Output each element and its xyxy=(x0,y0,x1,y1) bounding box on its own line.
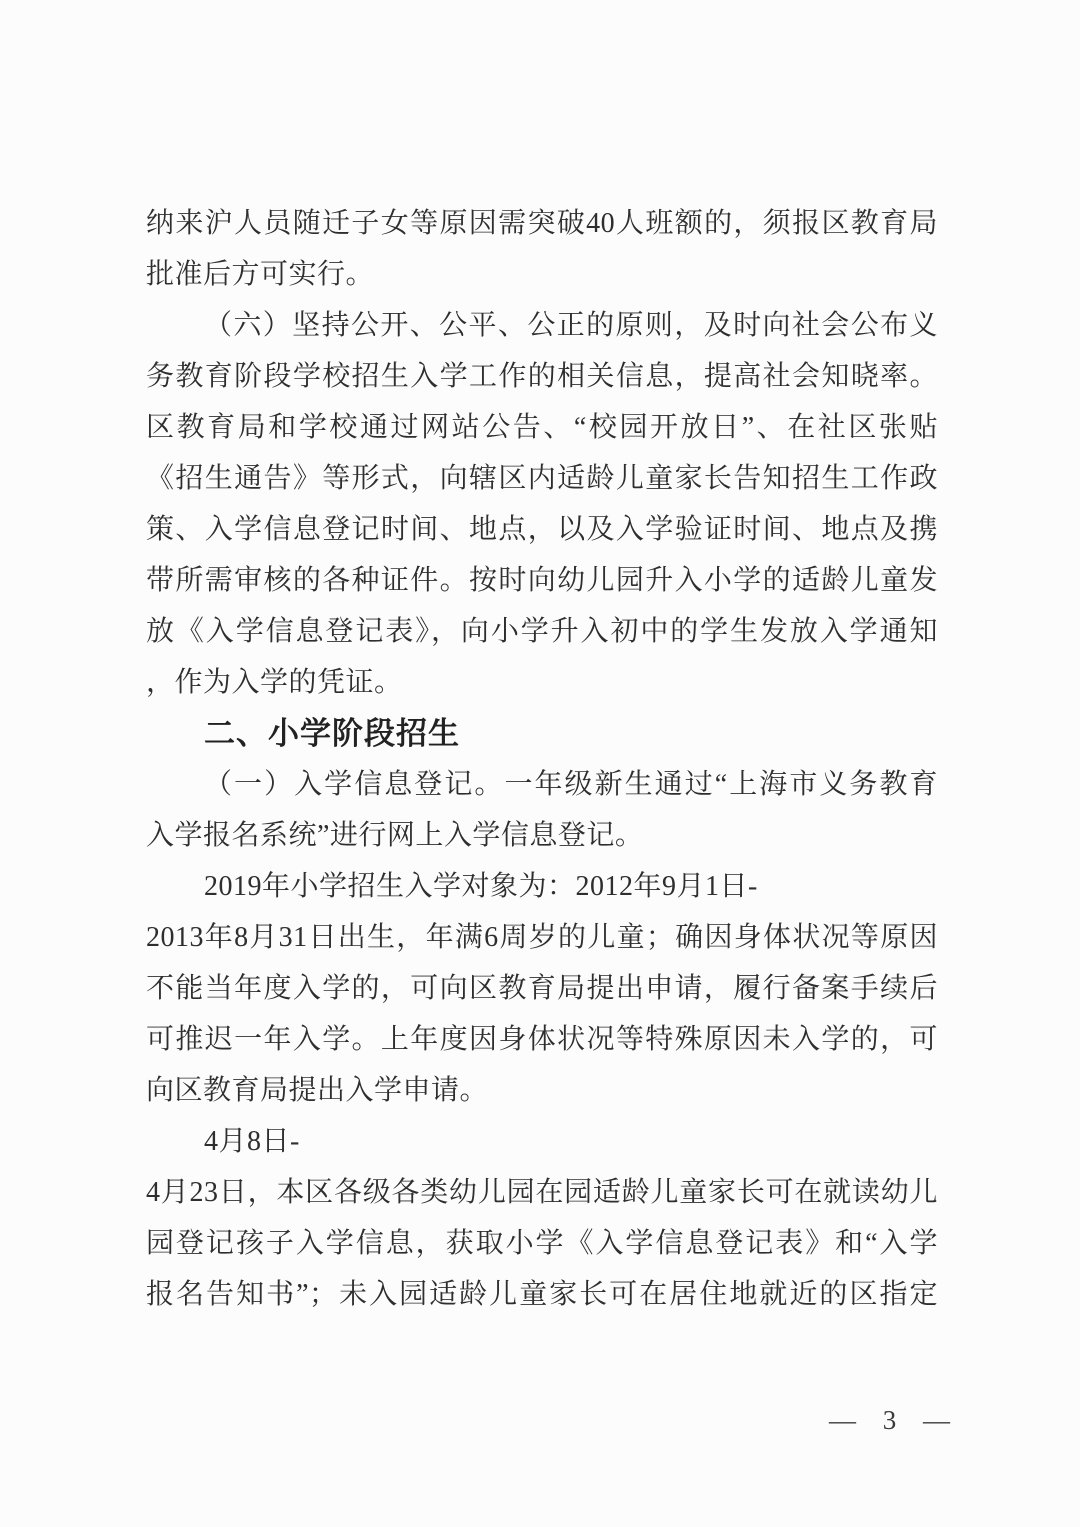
paragraph-line: 园登记孩子入学信息，获取小学《入学信息登记表》和“入学 xyxy=(146,1228,938,1259)
paragraph-line: ，作为入学的凭证。 xyxy=(146,667,403,698)
paragraph-line: 可推迟一年入学。上年度因身体状况等特殊原因未入学的，可 xyxy=(146,1024,938,1055)
document-body xyxy=(146,198,938,1320)
paragraph-line: 4月23日，本区各级各类幼儿园在园适龄儿童家长可在就读幼儿 xyxy=(146,1177,938,1208)
paragraph-line: 《招生通告》等形式，向辖区内适龄儿童家长告知招生工作政 xyxy=(146,463,938,494)
paragraph-line-clause-one: （一）入学信息登记。一年级新生通过“上海市义务教育 xyxy=(204,769,938,800)
paragraph-line: 入学报名系统”进行网上入学信息登记。 xyxy=(146,820,644,851)
paragraph-line: 批准后方可实行。 xyxy=(146,259,375,290)
paragraph-line: 带所需审核的各种证件。按时向幼儿园升入小学的适龄儿童发 xyxy=(146,565,938,596)
section-heading-primary-school-enrollment: 二、小学阶段招生 xyxy=(204,716,460,751)
paragraph-line: 策、入学信息登记时间、地点，以及入学验证时间、地点及携 xyxy=(146,514,938,545)
paragraph-line: 区教育局和学校通过网站公告、“校园开放日”、在社区张贴 xyxy=(146,412,938,443)
paragraph-line: 务教育阶段学校招生入学工作的相关信息，提高社会知晓率。 xyxy=(146,361,938,392)
paragraph-line: 2013年8月31日出生，年满6周岁的儿童；确因身体状况等原因 xyxy=(146,922,938,953)
paragraph-line: 不能当年度入学的，可向区教育局提出申请，履行备案手续后 xyxy=(146,973,938,1004)
paragraph-line: 纳来沪人员随迁子女等原因需突破40人班额的，须报区教育局 xyxy=(146,208,938,239)
paragraph-line-registration-dates: 4月8日- xyxy=(204,1126,300,1157)
page-number: — 3 — xyxy=(829,1405,951,1435)
paragraph-line: 放《入学信息登记表》，向小学升入初中的学生发放入学通知 xyxy=(146,616,938,647)
paragraph-line-clause-six: （六）坚持公开、公平、公正的原则，及时向社会公布义 xyxy=(204,310,938,341)
paragraph-line: 向区教育局提出入学申请。 xyxy=(146,1075,489,1106)
paragraph-line: 报名告知书”；未入园适龄儿童家长可在居住地就近的区指定 xyxy=(146,1279,938,1310)
paragraph-line-enrollment-dates: 2019年小学招生入学对象为：2012年9月1日- xyxy=(204,871,758,902)
